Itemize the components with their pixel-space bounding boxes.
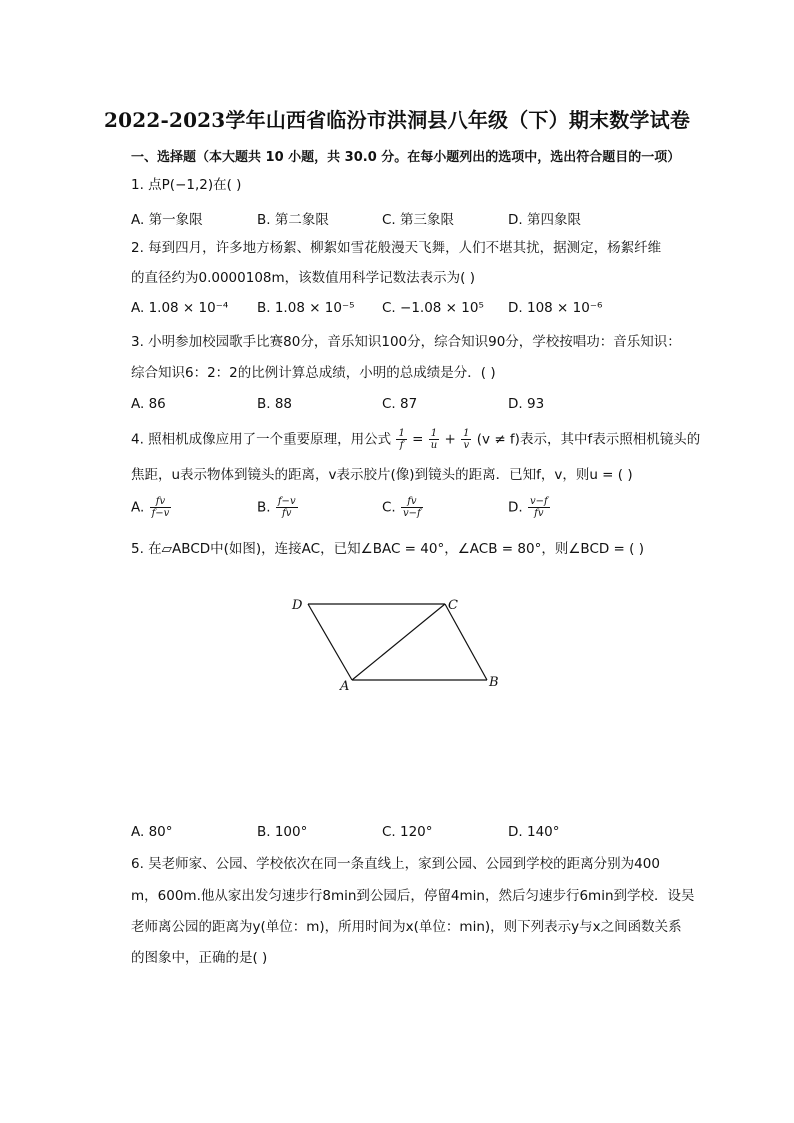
option-numerator: fv: [401, 496, 423, 508]
option-d: [508, 496, 551, 519]
formula-numerator: 1: [398, 428, 405, 439]
question-6-line-4: 的图象中，正确的是( ): [131, 950, 268, 966]
option-b: [257, 496, 299, 519]
option-denominator: fv: [282, 508, 292, 519]
question-2-line-2: 的直径约为0.0000108m，该数值用科学记数法表示为( ): [131, 270, 475, 286]
formula-fraction-3: [461, 428, 471, 451]
option-label: B.: [257, 499, 271, 516]
option-a: A. 1.08 × 10⁻⁴: [131, 300, 229, 316]
vertex-label-c: C: [448, 598, 458, 613]
question-4-line-1-lead: 4. 照相机成像应用了一个重要原理，用公式: [131, 431, 392, 448]
option-denominator: v−f: [403, 508, 421, 519]
formula-numerator: 1: [429, 428, 439, 440]
formula-fraction-2: [429, 428, 439, 451]
option-a: A. 86: [131, 396, 166, 412]
option-c: C. −1.08 × 10⁵: [382, 300, 484, 316]
question-4-line-1-tail: (v ≠ f)表示，其中f表示照相机镜头的: [476, 431, 701, 448]
option-b: B. 第二象限: [257, 212, 329, 228]
question-4-line-2: 焦距，u表示物体到镜头的距离，v表示胶片(像)到镜头的距离．已知f，v，则u = ( ): [131, 467, 633, 483]
question-1-text: 1. 点P(−1,2)在( ): [131, 177, 242, 193]
formula-numerator: 1: [463, 428, 470, 439]
section-heading: 一、选择题（本大题共 10 小题，共 30.0 分。在每小题列出的选项中，选出符合题目的一项）: [131, 150, 681, 165]
formula-plus: +: [444, 431, 456, 448]
formula-denominator: u: [430, 440, 438, 451]
option-numerator: f−v: [277, 496, 296, 507]
option-fraction: [528, 496, 550, 519]
question-2-line-1: 2. 每到四月，许多地方杨絮、柳絮如雪花般漫天飞舞，人们不堪其扰，据测定，杨絮纤维: [131, 240, 662, 256]
option-b: B. 88: [257, 396, 293, 412]
question-6-line-3: 老师离公园的距离为y(单位：m)，所用时间为x(单位：min)，则下列表示y与x之间函数关系: [131, 919, 682, 935]
option-a: A. 80°: [131, 824, 173, 840]
option-c: [382, 496, 424, 519]
vertex-label-d: D: [292, 598, 303, 613]
option-d: D. 108 × 10⁻⁶: [508, 300, 603, 316]
option-d: D. 93: [508, 396, 545, 412]
question-6-line-2: m，600m.他从家出发匀速步行8min到公园后，停留4min，然后匀速步行6min到学校．设吴: [131, 888, 695, 904]
option-fraction: [276, 496, 298, 519]
option-c: C. 87: [382, 396, 418, 412]
vertex-label-a: A: [340, 679, 350, 694]
question-6-line-1: 6. 吴老师家、公园、学校依次在同一条直线上，家到公园、公园到学校的距离分别为400: [131, 856, 660, 872]
side-da: [308, 604, 352, 680]
question-3-line-2: 综合知识6：2：2的比例计算总成绩，小明的总成绩是分．( ): [131, 365, 496, 381]
formula-equals: =: [412, 431, 424, 448]
vertex-label-b: B: [489, 675, 499, 690]
option-label: A.: [131, 499, 145, 516]
option-label: D.: [508, 499, 523, 516]
question-4-line-1: [131, 428, 700, 451]
question-5-text: 5. 在▱ABCD中(如图)，连接AC，已知∠BAC = 40°，∠ACB = 80°，则∠BCD = ( ): [131, 541, 644, 557]
option-fraction: [401, 496, 423, 519]
formula-denominator: f: [399, 440, 404, 451]
option-d: D. 第四象限: [508, 212, 581, 228]
page-title: 2022-2023学年山西省临汾市洪洞县八年级（下）期末数学试卷: [103, 108, 691, 132]
diagonal-ac: [352, 604, 445, 680]
formula-denominator: v: [463, 440, 470, 451]
option-label: C.: [382, 499, 396, 516]
option-d: D. 140°: [508, 824, 560, 840]
parallelogram-figure: [280, 590, 520, 700]
question-3-line-1: 3. 小明参加校园歌手比赛80分，音乐知识100分，综合知识90分，学校按唱功：音乐知识：: [131, 334, 681, 350]
option-b: B. 1.08 × 10⁻⁵: [257, 300, 355, 316]
option-denominator: f−v: [151, 508, 170, 519]
side-cb: [445, 604, 487, 680]
option-a: A. 第一象限: [131, 212, 203, 228]
option-numerator: v−f: [529, 496, 548, 507]
formula-fraction-1: [396, 428, 406, 451]
option-fraction: [150, 496, 172, 519]
option-c: C. 第三象限: [382, 212, 455, 228]
option-c: C. 120°: [382, 824, 433, 840]
option-denominator: fv: [534, 508, 544, 519]
option-numerator: fv: [150, 496, 172, 508]
option-b: B. 100°: [257, 824, 308, 840]
option-a: [131, 496, 172, 519]
